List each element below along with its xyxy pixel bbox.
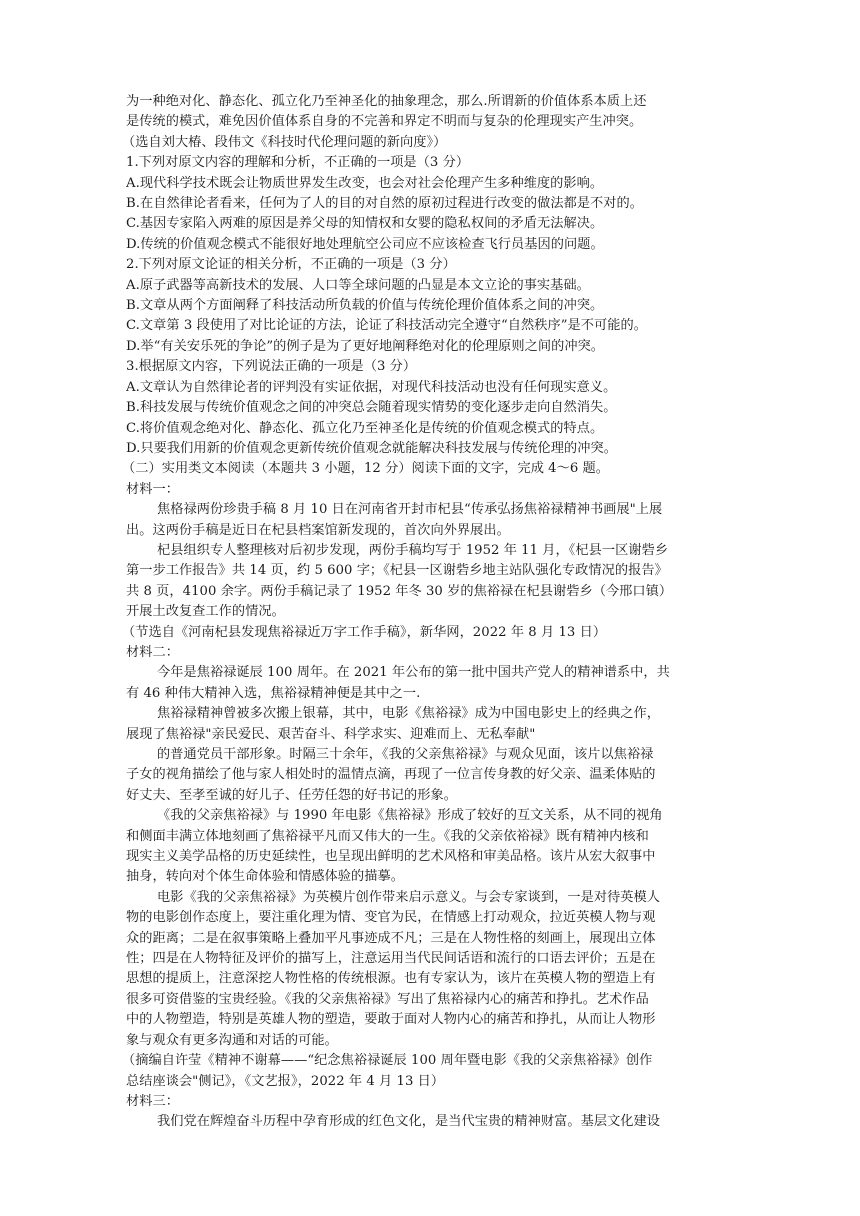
text-line: D.传统的价值观念模式不能很好地处理航空公司应不应该检查飞行员基因的问题。 — [126, 236, 604, 252]
text-line: 好丈夫、至孝至诚的好儿子、任劳任怨的好书记的形象。 — [126, 787, 457, 803]
text-line: （节选自《河南杞县发现焦裕禄近万字工作手稿》，新华网，2022 年 8 月 13 日） — [122, 624, 607, 640]
text-line: 子女的视角描绘了他与家人相处时的温情点滴，再现了一位言传身教的好父亲、温柔体贴的 — [126, 767, 656, 783]
text-line: 现实主义美学品格的历史延续性，也呈现出鲜明的艺术风格和审美品格。该片从宏大叙事中 — [126, 849, 656, 865]
text-line: 思想的提质上，注意深挖人物性格的传统根源。也有专家认为，该片在英模人物的塑造上有 — [126, 971, 656, 987]
text-line: 材料二： — [126, 644, 179, 660]
text-line: 第一步工作报告》共 14 页，约 5 600 字；《杞县一区谢砦乡地主站队强化专政情况的报告》 — [126, 563, 668, 579]
text-line: 3.根据原文内容，下列说法正确的一项是（3 分） — [126, 359, 417, 375]
text-line: 是传统的模式，难免因价值体系自身的不完善和界定不明而与复杂的伦理现实产生冲突。 — [126, 114, 643, 130]
text-line: 杞县组织专人整理核对后初步发现，两份手稿均写于 1952 年 11 月，《杞县一区谢砦乡 — [157, 542, 669, 558]
text-line: （选自刘大椿、段伟文《科技时代伦理问题的新向度》） — [122, 134, 447, 150]
text-line: C.将价值观念绝对化、静态化、孤立化乃至神圣化是传统的价值观念模式的特点。 — [126, 420, 604, 436]
text-line: 抽身，转向对个体生命体验和情感体验的描摹。 — [126, 869, 404, 885]
text-line: 开展土改复查工作的情况。 — [126, 604, 285, 620]
text-line: 焦格禄两份珍贵手稿 8 月 10 日在河南省开封市杞县“传承弘扬焦裕禄精神书画展"上展 — [157, 502, 663, 518]
text-line: 的普通党员干部形象。时隔三十余年，《我的父亲焦裕禄》与观众见面，该片以焦裕禄 — [157, 747, 654, 762]
text-line: A.文章认为自然律论者的评判没有实证依据，对现代科技活动也没有任何现实意义。 — [126, 379, 617, 395]
text-line: 有 46 种伟大精神入选，焦裕禄精神便是其中之一. — [126, 685, 421, 701]
text-line: 1.下列对原文内容的理解和分析，不正确的一项是（3 分） — [126, 155, 470, 171]
text-line: D.举“有关安乐死的争论”的例子是为了更好地阐释绝对化的伦理原则之间的冲突。 — [126, 338, 605, 354]
text-line: C.基因专家陷入两难的原因是养父母的知情权和女婴的隐私权间的矛盾无法解决。 — [126, 216, 604, 232]
text-line: 众的距离；二是在叙事策略上叠加平凡事迹成不凡；三是在人物性格的刻画上，展现出立体 — [126, 930, 656, 946]
text-line: D.只要我们用新的价值观念更新传统价值观念就能解决科技发展与传统伦理的冲突。 — [126, 440, 617, 456]
text-line: 材料三： — [126, 1093, 179, 1109]
text-line: 物的电影创作态度上，要注重化理为情、变官为民，在情感上打动观众，拉近英模人物与观 — [126, 910, 656, 926]
text-line: 出。这两份手稿是近日在杞县档案馆新发现的，首次向外界展出。 — [126, 522, 510, 538]
text-line: 今年是焦裕禄诞辰 100 周年。在 2021 年公布的第一批中国共产党人的精神谱系中，共 — [157, 665, 670, 681]
text-line: A.原子武器等高新技术的发展、人口等全球问题的凸显是本文立论的事实基础。 — [126, 277, 590, 293]
text-line: 中的人物塑造，特别是英雄人物的塑造，要敢于面对人物内心的痛苦和挣扎，从而让人物形 — [126, 1012, 656, 1028]
text-line: （摘编自许莹《精神不谢幕——“纪念焦裕禄诞辰 100 周年暨电影《我的父亲焦裕禄》创作 — [122, 1053, 653, 1069]
text-line: B.文章从两个方面阐释了科技活动所负载的价值与传统伦理价值体系之间的冲突。 — [126, 298, 604, 314]
text-line: 展现了焦裕禄"亲民爱民、艰苦奋斗、科学求实、迎难而上、无私奉献" — [126, 726, 536, 742]
text-line: 很多可资借鉴的宝贵经验。《我的父亲焦裕禄》写出了焦裕禄内心的痛苦和挣扎。艺术作品 — [126, 991, 649, 1007]
text-line: 电影《我的父亲焦裕禄》为英模片创作带来启示意义。与会专家谈到，一是对待英模人 — [157, 889, 661, 905]
text-line: 和侧面丰满立体地刻画了焦裕禄平凡而又伟大的一生。《我的父亲依裕禄》既有精神内核和 — [126, 828, 649, 844]
text-line: 《我的父亲焦裕禄》与 1990 年电影《焦裕禄》形成了较好的互文关系，从不同的视角 — [157, 808, 663, 824]
text-line: 为一种绝对化、静态化、孤立化乃至神圣化的抽象理念，那么.所谓新的价值体系本质上还 — [126, 94, 647, 109]
text-line: （二）实用类文本阅读（本题共 3 小题，12 分）阅读下面的文字，完成 4～6 题。 — [122, 461, 610, 477]
text-line: 性；四是在人物特征及评价的描写上，注意运用当代民间话语和流行的口语去评价；五是在 — [126, 951, 656, 967]
text-line: 总结座谈会"侧记》，《文艺报》，2022 年 4 月 13 日） — [126, 1073, 445, 1089]
text-line: 共 8 页，4100 余字。两份手稿记录了 1952 年冬 30 岁的焦裕禄在杞县谢砦乡（今邢口镇） — [126, 583, 673, 599]
text-line: B.科技发展与传统价值观念之间的冲突总会随着现实情势的变化逐步走向自然消失。 — [126, 400, 617, 416]
text-line: 2.下列对原文论证的相关分析，不正确的一项是（3 分） — [126, 257, 456, 273]
text-line: C.文章第 3 段使用了对比论证的方法，论证了科技活动完全遵守“自然秩序”是不可能的。 — [126, 318, 647, 334]
text-line: 象与观众有更多沟通和对话的可能。 — [126, 1032, 338, 1048]
text-line: 焦裕禄精神曾被多次搬上银幕，其中，电影《焦裕禄》成为中国电影史上的经典之作， — [157, 706, 661, 722]
text-line: B.在自然律论者看来，任何为了人的目的对自然的原初过程进行改变的做法都是不对的。 — [126, 196, 644, 212]
text-line: 我们党在辉煌奋斗历程中孕育形成的红色文化，是当代宝贵的精神财富。基层文化建设 — [157, 1114, 661, 1130]
text-line: A.现代科学技术既会让物质世界发生改变，也会对社会伦理产生多种维度的影响。 — [126, 175, 604, 191]
text-line: 材料一： — [126, 481, 179, 497]
